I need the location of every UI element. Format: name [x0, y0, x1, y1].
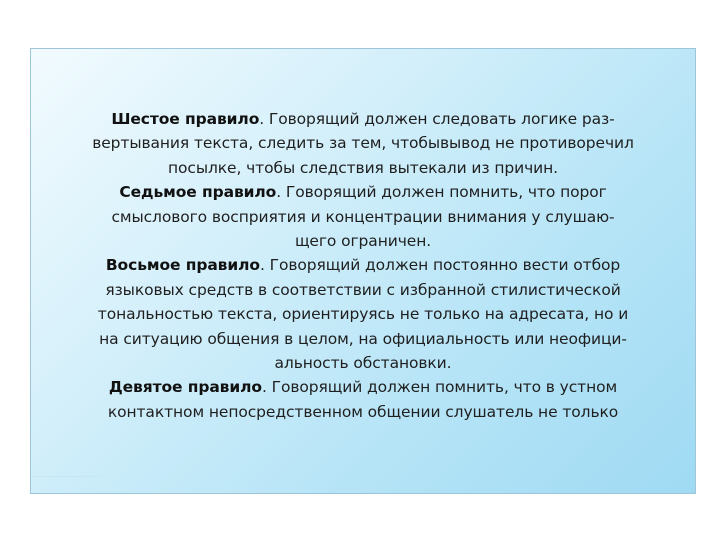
text-line-13: контактном непосредственном общении слушатель не только [107, 402, 619, 421]
text-line-7 [31, 253, 695, 277]
rule-text: . Говорящий должен постоянно вести отбор [259, 256, 621, 275]
rule-text: . Говорящий должен помнить, что в устном [261, 378, 618, 397]
rule-text: . Говорящий должен помнить, что порог [276, 183, 607, 202]
rules-text-block [31, 107, 695, 424]
text-line-9: тональностью текста, ориентируясь не только на адресата, но и [97, 305, 629, 324]
text-line-6: щего ограничен. [294, 232, 432, 251]
text-line-4 [31, 180, 695, 204]
text-line-1 [31, 107, 695, 131]
text-line-12 [31, 375, 695, 399]
decorative-divider [33, 476, 103, 477]
text-line-8: языковых средств в соответствии с избранной стилистической [105, 280, 621, 299]
text-line-2: вертывания текста, следить за тем, чтобывывод не противоречил [92, 134, 634, 153]
rule-title-eighth: Восьмое правило [105, 256, 260, 275]
slide-text-panel [30, 48, 696, 494]
rule-text: . Говорящий должен следовать логике раз- [259, 110, 615, 128]
text-line-10: на ситуацию общения в целом, на официальность или неофици- [99, 329, 627, 348]
rule-title-seventh: Седьмое правило [119, 183, 277, 202]
rule-title-sixth: Шестое правило [111, 110, 260, 128]
text-line-3: посылке, чтобы следствия вытекали из причин. [167, 158, 558, 177]
text-line-11: альность обстановки. [274, 354, 452, 373]
rule-title-ninth: Девятое правило [108, 378, 262, 397]
text-line-5: смыслового восприятия и концентрации внимания у слушаю- [111, 207, 615, 226]
